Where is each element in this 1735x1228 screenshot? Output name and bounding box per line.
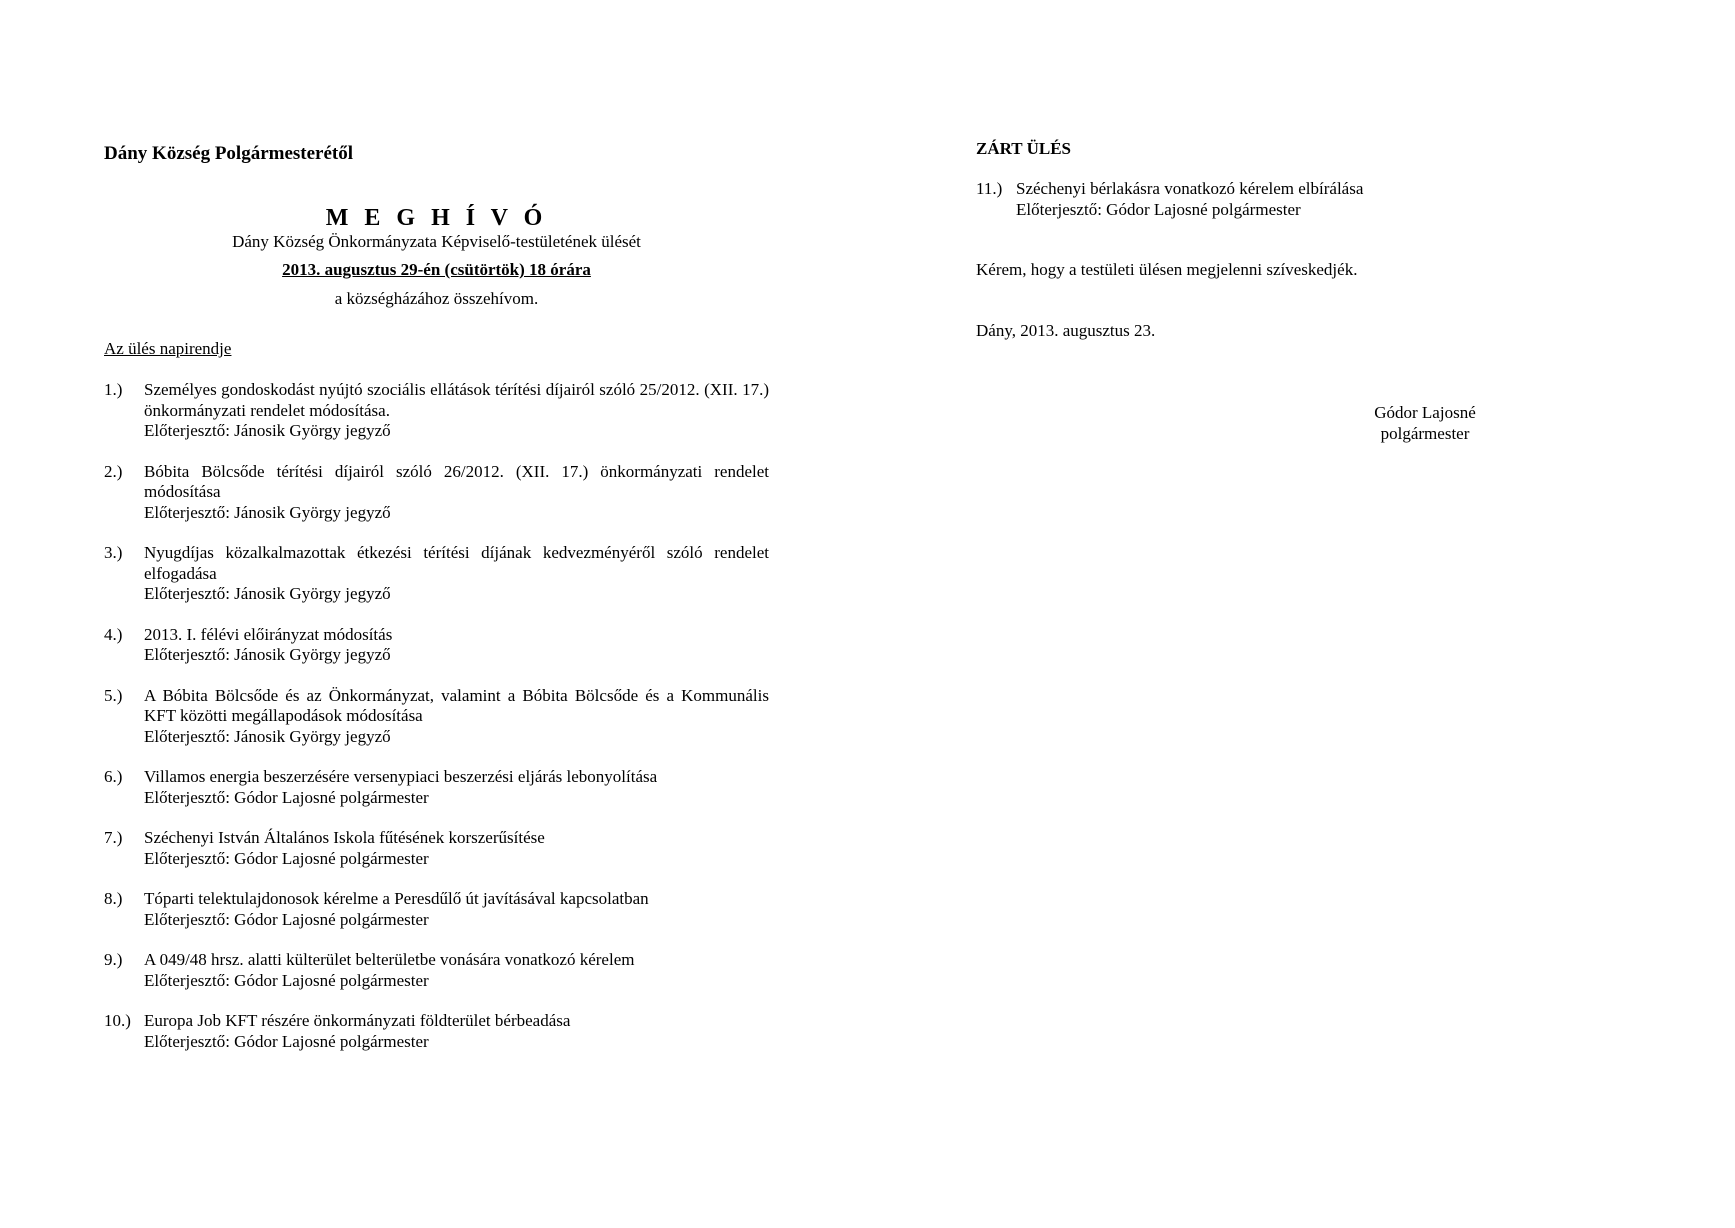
invitation-title: M E G H Í V Ó xyxy=(325,205,548,231)
agenda-item-number: 6.) xyxy=(104,767,123,786)
agenda-item xyxy=(976,179,1636,220)
agenda-item-presenter: Előterjesztő: Gódor Lajosné polgármester xyxy=(144,848,429,868)
closed-session-list xyxy=(976,179,1636,220)
agenda-item-number: 4.) xyxy=(104,624,123,644)
agenda-item-text: Bóbita Bölcsőde térítési díjairól szóló 26/2012. (XII. 17.) önkormányzati rendelet módosítása xyxy=(144,461,769,501)
agenda-item-number: 11.) xyxy=(976,179,1003,198)
agenda-item-number: 1.) xyxy=(104,380,123,399)
agenda-item xyxy=(104,543,769,605)
agenda-item-presenter: Előterjesztő: Jánosik György jegyző xyxy=(144,502,391,522)
sender-heading: Dány Község Polgármesterétől xyxy=(104,143,354,164)
agenda-item xyxy=(104,462,769,524)
invitation-header xyxy=(104,204,769,309)
signatory-name: Gódor Lajosné xyxy=(1374,403,1476,422)
agenda-item-text: Széchenyi bérlakásra vonatkozó kérelem elbírálása xyxy=(1016,179,1364,198)
agenda-item xyxy=(104,686,769,748)
agenda-item-text: Tóparti telektulajdonosok kérelme a Peresdűlő út javításával kapcsolatban xyxy=(144,889,649,908)
agenda-item-number: 9.) xyxy=(104,950,123,969)
agenda-item-presenter: Előterjesztő: Gódor Lajosné polgármester xyxy=(144,970,429,990)
agenda-item-presenter: Előterjesztő: Jánosik György jegyző xyxy=(144,584,391,603)
agenda-item xyxy=(104,1011,769,1052)
signatory-title: polgármester xyxy=(1380,423,1470,443)
agenda-item-presenter: Előterjesztő: Jánosik György jegyző xyxy=(144,645,391,664)
agenda-item-text: Nyugdíjas közalkalmazottak étkezési térítési díjának kedvezményéről szóló rendelet elfogadása xyxy=(144,543,769,583)
agenda-item xyxy=(104,889,769,930)
agenda-item-presenter: Előterjesztő: Jánosik György jegyző xyxy=(144,421,391,440)
agenda-item-presenter: Előterjesztő: Gódor Lajosné polgármester xyxy=(144,787,429,807)
agenda-list xyxy=(104,380,769,1052)
invitation-subtitle: Dány Község Önkormányzata Képviselő-testületének ülését xyxy=(232,232,641,251)
agenda-item-text: A Bóbita Bölcsőde és az Önkormányzat, valamint a Bóbita Bölcsőde és a Kommunális KFT közötti megállapodások módosítása xyxy=(144,685,769,725)
agenda-item-text: A 049/48 hrsz. alatti külterület belterületbe vonására vonatkozó kérelem xyxy=(144,950,635,969)
meeting-datetime: 2013. augusztus 29-én (csütörtök) 18 órára xyxy=(282,260,591,279)
meeting-place: a községházához összehívom. xyxy=(334,289,539,308)
agenda-item-text: Europa Job KFT részére önkormányzati földterület bérbeadása xyxy=(144,1011,571,1030)
agenda-item-presenter: Előterjesztő: Jánosik György jegyző xyxy=(144,726,391,746)
agenda-item-text: 2013. I. félévi előirányzat módosítás xyxy=(144,624,393,644)
agenda-item-number: 2.) xyxy=(104,461,123,481)
attendance-request: Kérem, hogy a testületi ülésen megjelenni szíveskedjék. xyxy=(976,260,1358,279)
agenda-item xyxy=(104,380,769,442)
agenda-item-number: 8.) xyxy=(104,889,123,908)
agenda-item-presenter: Előterjesztő: Gódor Lajosné polgármester xyxy=(1016,199,1301,219)
agenda-heading: Az ülés napirendje xyxy=(104,339,232,358)
agenda-item-presenter: Előterjesztő: Gódor Lajosné polgármester xyxy=(144,909,429,929)
agenda-item-number: 5.) xyxy=(104,685,123,705)
agenda-item-number: 3.) xyxy=(104,543,123,562)
agenda-item xyxy=(104,767,769,808)
agenda-item-presenter: Előterjesztő: Gódor Lajosné polgármester xyxy=(144,1031,429,1051)
agenda-item xyxy=(104,828,769,869)
issue-date: Dány, 2013. augusztus 23. xyxy=(976,320,1156,340)
left-column xyxy=(104,142,769,1072)
agenda-item-number: 10.) xyxy=(104,1011,131,1030)
agenda-item-text: Villamos energia beszerzésére versenypiaci beszerzési eljárás lebonyolítása xyxy=(144,767,658,786)
agenda-item-text: Széchenyi István Általános Iskola fűtésének korszerűsítése xyxy=(144,828,545,847)
right-column xyxy=(976,139,1636,341)
agenda-item-text: Személyes gondoskodást nyújtó szociális ellátások térítési díjairól szóló 25/2012. (XII. 17.) önkormányzati rendelet módosítása. xyxy=(144,380,769,420)
agenda-item-number: 7.) xyxy=(104,828,123,847)
agenda-item xyxy=(104,950,769,991)
signature-block xyxy=(1325,403,1525,444)
agenda-item xyxy=(104,625,769,666)
closed-session-heading: ZÁRT ÜLÉS xyxy=(976,139,1071,158)
